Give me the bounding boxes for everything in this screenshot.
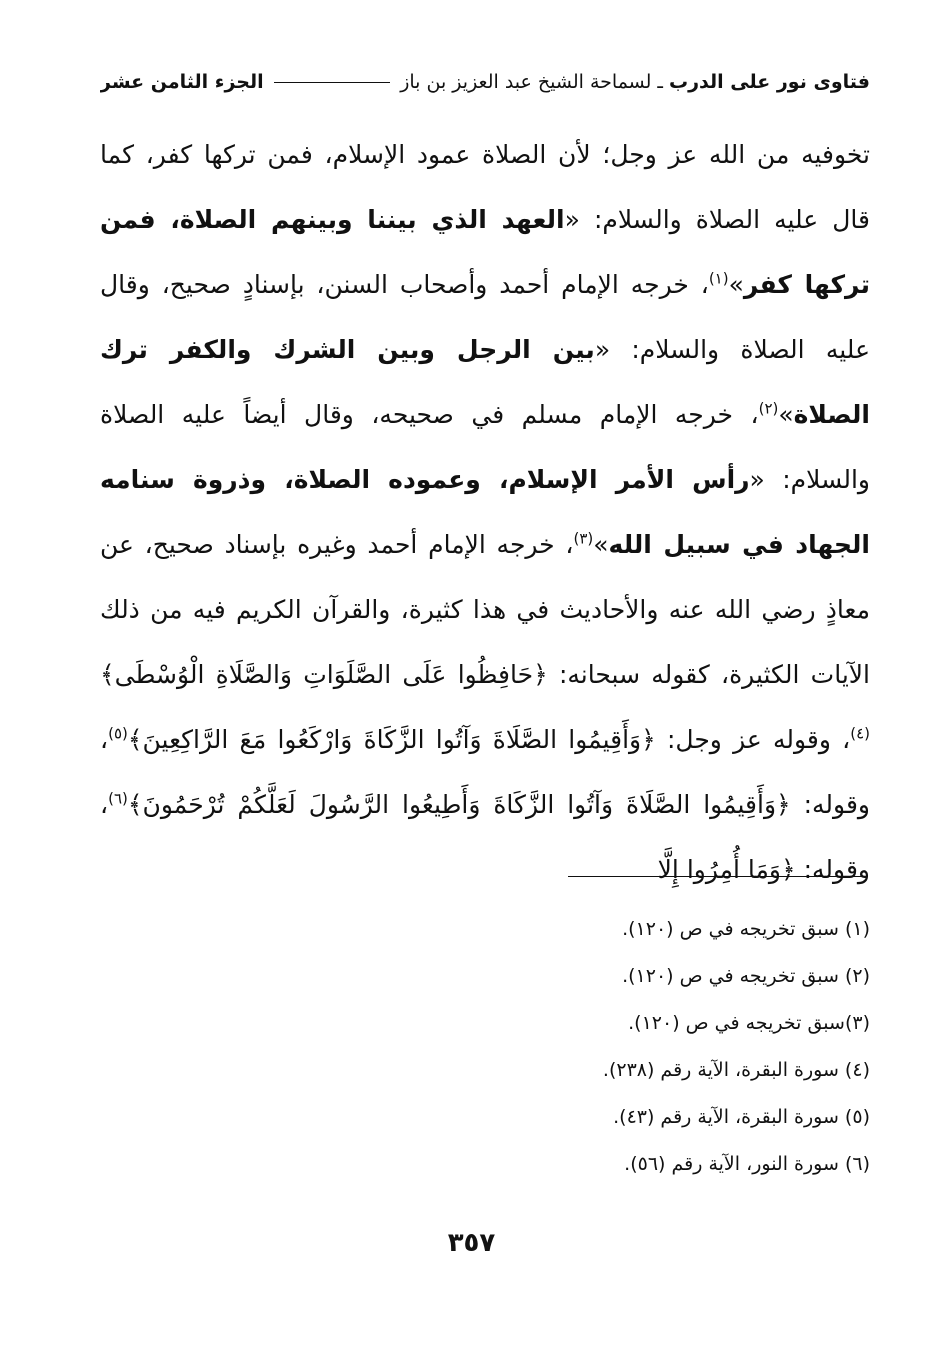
footnote-reference: (١): [708, 269, 729, 288]
quran-verse: ﴿وَأَقِيمُوا الصَّلَاةَ وَآتُوا الزَّكَاةَ وَارْكَعُوا مَعَ الرَّاكِعِينَ﴾: [127, 725, 656, 754]
page-number: ٣٥٧: [447, 1228, 496, 1258]
text-segment: ، خرجه الإمام أحمد وأصحاب السنن، بإسنادٍ صحيح، وقال عليه الصلاة والسلام: «: [100, 270, 870, 364]
header-rule: [274, 82, 391, 83]
author-name: لسماحة الشيخ عبد العزيز بن باز: [400, 71, 652, 93]
footnotes-list: [100, 906, 870, 1188]
part-number: الجزء الثامن عشر: [100, 71, 264, 93]
book-title: فتاوى نور على الدرب: [669, 71, 870, 93]
text-segment: ، وقوله:: [100, 725, 870, 819]
quran-verse: ﴿حَافِظُوا عَلَى الصَّلَوَاتِ وَالصَّلَاةِ الْوُسْطَى﴾: [100, 660, 548, 689]
footnote-reference: (٢): [758, 399, 779, 418]
hadith-quote: بين الرجل وبين الشرك والكفر ترك الصلاة: [100, 335, 870, 429]
quote-close: »: [728, 270, 744, 299]
hadith-quote: العهد الذي بيننا وبينهم الصلاة، فمن تركها كفر: [100, 205, 870, 299]
text-segment: ، خرجه الإمام مسلم في صحيحه، وقال أيضاً عليه الصلاة والسلام: «: [100, 400, 871, 494]
footnote: (٦) سورة النور، الآية رقم (٥٦).: [624, 1153, 870, 1175]
footnote: (١) سبق تخريجه في ص (١٢٠).: [622, 918, 870, 940]
text-segment: ، وقوله عز وجل:: [655, 725, 851, 754]
quran-verse: ﴿وَأَقِيمُوا الصَّلَاةَ وَآتُوا الزَّكَاةَ وَأَطِيعُوا الرَّسُولَ لَعَلَّكُمْ تُرْحَمُونَ﴾: [127, 790, 791, 819]
footnote-reference: (٦): [108, 789, 128, 808]
text-segment: ، خرجه الإمام أحمد وغيره بإسناد صحيح، عن معاذٍ رضي الله عنه والأحاديث في هذا كثيرة، والقرآن الكريم فيه من ذلك الآيات الكثيرة، كقوله سبحانه:: [100, 530, 870, 689]
footnote: (٥) سورة البقرة، الآية رقم (٤٣).: [613, 1106, 870, 1128]
text-segment: تخوفيه من الله عز وجل؛ لأن الصلاة عمود الإسلام، فمن تركها كفر، كما قال عليه الصلاة والسلام: «: [100, 140, 870, 234]
footnote-reference: (٥): [108, 724, 128, 743]
quote-close: »: [778, 400, 794, 429]
footnote-reference: (٤): [850, 724, 870, 743]
header-dash: ـ: [657, 71, 663, 93]
quote-close: »: [593, 530, 609, 559]
running-header: [100, 64, 870, 100]
body-text: [100, 122, 870, 902]
quran-verse: ﴿وَمَا أُمِرُوا إِلَّا: [657, 855, 796, 884]
hadith-quote: رأس الأمر الإسلام، وعموده الصلاة، وذروة سنامه الجهاد في سبيل الله: [100, 465, 870, 559]
footnote: (٣)سبق تخريجه في ص (١٢٠).: [628, 1012, 870, 1034]
footnote: (٢) سبق تخريجه في ص (١٢٠).: [622, 965, 870, 987]
footnote-separator: [568, 876, 868, 877]
text-segment: ، وقوله:: [100, 790, 870, 884]
footnote: (٤) سورة البقرة، الآية رقم (٢٣٨).: [602, 1059, 870, 1081]
footnote-reference: (٣): [573, 529, 594, 548]
